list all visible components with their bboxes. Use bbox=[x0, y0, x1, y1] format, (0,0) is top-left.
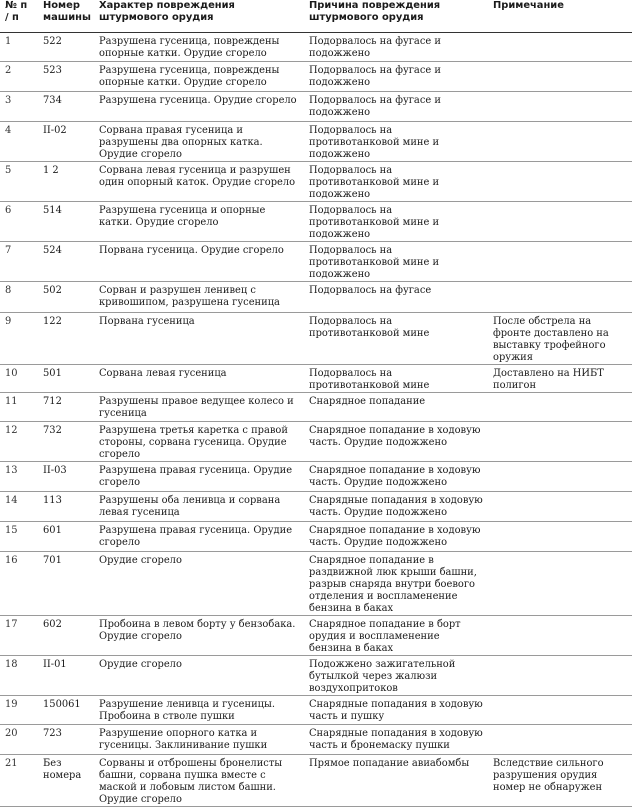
damage-cause: Снарядное попадание в ходовую часть. Орудие подожжено bbox=[304, 522, 488, 552]
row-number: 15 bbox=[0, 522, 38, 552]
damage-description: Разрушены оба ленивца и сорвана левая гусеница bbox=[94, 492, 304, 522]
row-number: 14 bbox=[0, 492, 38, 522]
damage-description: Разрушена третья каретка с правой стороны, сорвана гусеница. Орудие сгорело bbox=[94, 422, 304, 462]
damage-cause: Подорвалось на фугасе и подожжено bbox=[304, 92, 488, 122]
machine-number: 523 bbox=[38, 62, 94, 92]
machine-number: II-03 bbox=[38, 462, 94, 492]
table-row bbox=[0, 33, 632, 62]
note bbox=[488, 522, 632, 552]
machine-number: 723 bbox=[38, 725, 94, 755]
damage-description: Разрушена гусеница и опорные катки. Орудие сгорело bbox=[94, 202, 304, 242]
damage-description: Сорваны и отброшены бронелисты башни, сорвана пушка вместе с маской и лобовым листом башни. Орудие сгорело bbox=[94, 755, 304, 807]
damage-cause: Снарядное попадание в ходовую часть. Орудие подожжено bbox=[304, 422, 488, 462]
damage-description: Разрушены правое ведущее колесо и гусеница bbox=[94, 393, 304, 422]
note bbox=[488, 162, 632, 202]
damage-cause: Подорвалось на фугасе bbox=[304, 282, 488, 313]
damage-description: Разрушена гусеница, повреждены опорные катки. Орудие сгорело bbox=[94, 33, 304, 62]
damage-description: Порвана гусеница bbox=[94, 313, 304, 365]
header-cause: Причина повреждения штурмового орудия bbox=[304, 0, 488, 33]
machine-number: 601 bbox=[38, 522, 94, 552]
machine-number: 122 bbox=[38, 313, 94, 365]
damage-cause: Подорвалось на фугасе и подожжено bbox=[304, 33, 488, 62]
damage-description: Сорвана правая гусеница и разрушены два опорных катка. Орудие сгорело bbox=[94, 122, 304, 162]
note bbox=[488, 616, 632, 656]
note bbox=[488, 202, 632, 242]
row-number: 3 bbox=[0, 92, 38, 122]
machine-number: 712 bbox=[38, 393, 94, 422]
table-row bbox=[0, 552, 632, 616]
machine-number: 524 bbox=[38, 242, 94, 282]
damage-description: Разрушена правая гусеница. Орудие сгорело bbox=[94, 462, 304, 492]
header-machine: Номер машины bbox=[38, 0, 94, 33]
damage-description: Разрушение ленивца и гусеницы. Пробоина в стволе пушки bbox=[94, 696, 304, 725]
damage-cause: Снарядное попадание в раздвижной люк крыши башни, разрыв снаряда внутри боевого отделения и воспламенение бензина в баках bbox=[304, 552, 488, 616]
note bbox=[488, 282, 632, 313]
damage-cause: Снарядные попадания в ходовую часть. Орудие подожжено bbox=[304, 492, 488, 522]
row-number: 1 bbox=[0, 33, 38, 62]
table-row bbox=[0, 122, 632, 162]
row-number: 7 bbox=[0, 242, 38, 282]
table-row bbox=[0, 282, 632, 313]
damage-cause: Прямое попадание авиабомбы bbox=[304, 755, 488, 807]
header-note: Примечание bbox=[488, 0, 632, 33]
machine-number: 501 bbox=[38, 365, 94, 393]
row-number: 5 bbox=[0, 162, 38, 202]
machine-number: 150061 bbox=[38, 696, 94, 725]
table-row bbox=[0, 696, 632, 725]
row-number: 11 bbox=[0, 393, 38, 422]
note bbox=[488, 122, 632, 162]
table-header-row bbox=[0, 0, 632, 33]
damage-cause: Подожжено зажигательной бутылкой через жалюзи воздухопритоков bbox=[304, 656, 488, 696]
table-row bbox=[0, 62, 632, 92]
damage-description: Порвана гусеница. Орудие сгорело bbox=[94, 242, 304, 282]
damage-description: Разрушение опорного катка и гусеницы. Заклинивание пушки bbox=[94, 725, 304, 755]
row-number: 16 bbox=[0, 552, 38, 616]
machine-number: 502 bbox=[38, 282, 94, 313]
damage-cause: Подорвалось на противотанковой мине bbox=[304, 365, 488, 393]
table-row bbox=[0, 365, 632, 393]
row-number: 18 bbox=[0, 656, 38, 696]
note bbox=[488, 242, 632, 282]
table-row bbox=[0, 616, 632, 656]
damage-cause: Подорвалось на противотанковой мине bbox=[304, 313, 488, 365]
note bbox=[488, 92, 632, 122]
note bbox=[488, 696, 632, 725]
note bbox=[488, 725, 632, 755]
damage-description: Разрушена гусеница, повреждены опорные катки. Орудие сгорело bbox=[94, 62, 304, 92]
table-row bbox=[0, 393, 632, 422]
machine-number: 113 bbox=[38, 492, 94, 522]
damage-cause: Подорвалось на противотанковой мине и подожжено bbox=[304, 202, 488, 242]
table-row bbox=[0, 725, 632, 755]
row-number: 9 bbox=[0, 313, 38, 365]
machine-number: 734 bbox=[38, 92, 94, 122]
row-number: 8 bbox=[0, 282, 38, 313]
damage-cause: Снарядные попадания в ходовую часть и бронемаску пушки bbox=[304, 725, 488, 755]
machine-number: Без номера bbox=[38, 755, 94, 807]
damage-description: Разрушена гусеница. Орудие сгорело bbox=[94, 92, 304, 122]
damage-cause: Подорвалось на противотанковой мине и подожжено bbox=[304, 122, 488, 162]
damage-description: Пробоина в левом борту у бензобака. Орудие сгорело bbox=[94, 616, 304, 656]
row-number: 12 bbox=[0, 422, 38, 462]
damage-description: Сорвана левая гусеница и разрушен один опорный каток. Орудие сгорело bbox=[94, 162, 304, 202]
note bbox=[488, 62, 632, 92]
row-number: 21 bbox=[0, 755, 38, 807]
damage-description: Орудие сгорело bbox=[94, 552, 304, 616]
damage-description: Сорвана левая гусеница bbox=[94, 365, 304, 393]
machine-number: 701 bbox=[38, 552, 94, 616]
table-row bbox=[0, 522, 632, 552]
row-number: 10 bbox=[0, 365, 38, 393]
row-number: 4 bbox=[0, 122, 38, 162]
machine-number: II-01 bbox=[38, 656, 94, 696]
row-number: 13 bbox=[0, 462, 38, 492]
note bbox=[488, 393, 632, 422]
note: Доставлено на НИБТ полигон bbox=[488, 365, 632, 393]
header-num: № п / п bbox=[0, 0, 38, 33]
note bbox=[488, 33, 632, 62]
note bbox=[488, 552, 632, 616]
row-number: 20 bbox=[0, 725, 38, 755]
note bbox=[488, 492, 632, 522]
note bbox=[488, 656, 632, 696]
table-row bbox=[0, 462, 632, 492]
header-damage: Характер повреждения штурмового орудия bbox=[94, 0, 304, 33]
damage-cause: Подорвалось на фугасе и подожжено bbox=[304, 62, 488, 92]
damage-cause: Снарядное попадание в ходовую часть. Орудие подожжено bbox=[304, 462, 488, 492]
damage-cause: Снарядное попадание в борт орудия и воспламенение бензина в баках bbox=[304, 616, 488, 656]
damage-description: Разрушена правая гусеница. Орудие сгорело bbox=[94, 522, 304, 552]
table-row bbox=[0, 92, 632, 122]
note: После обстрела на фронте доставлено на выставку трофейного оружия bbox=[488, 313, 632, 365]
machine-number: 732 bbox=[38, 422, 94, 462]
machine-number: II-02 bbox=[38, 122, 94, 162]
table-row bbox=[0, 422, 632, 462]
damage-cause: Снарядные попадания в ходовую часть и пушку bbox=[304, 696, 488, 725]
damage-cause: Подорвалось на противотанковой мине и подожжено bbox=[304, 162, 488, 202]
row-number: 2 bbox=[0, 62, 38, 92]
machine-number: 1 2 bbox=[38, 162, 94, 202]
table-row bbox=[0, 755, 632, 807]
table-row bbox=[0, 202, 632, 242]
damage-cause: Снарядное попадание bbox=[304, 393, 488, 422]
damage-description: Сорван и разрушен ленивец с кривошипом, разрушена гусеница bbox=[94, 282, 304, 313]
machine-number: 514 bbox=[38, 202, 94, 242]
row-number: 17 bbox=[0, 616, 38, 656]
damage-cause: Подорвалось на противотанковой мине и подожжено bbox=[304, 242, 488, 282]
row-number: 6 bbox=[0, 202, 38, 242]
damage-description: Орудие сгорело bbox=[94, 656, 304, 696]
table-row bbox=[0, 162, 632, 202]
table-row bbox=[0, 242, 632, 282]
note: Вследствие сильного разрушения орудия номер не обнаружен bbox=[488, 755, 632, 807]
row-number: 19 bbox=[0, 696, 38, 725]
note bbox=[488, 422, 632, 462]
table-row bbox=[0, 492, 632, 522]
machine-number: 602 bbox=[38, 616, 94, 656]
note bbox=[488, 462, 632, 492]
table-row bbox=[0, 313, 632, 365]
table-row bbox=[0, 656, 632, 696]
machine-number: 522 bbox=[38, 33, 94, 62]
